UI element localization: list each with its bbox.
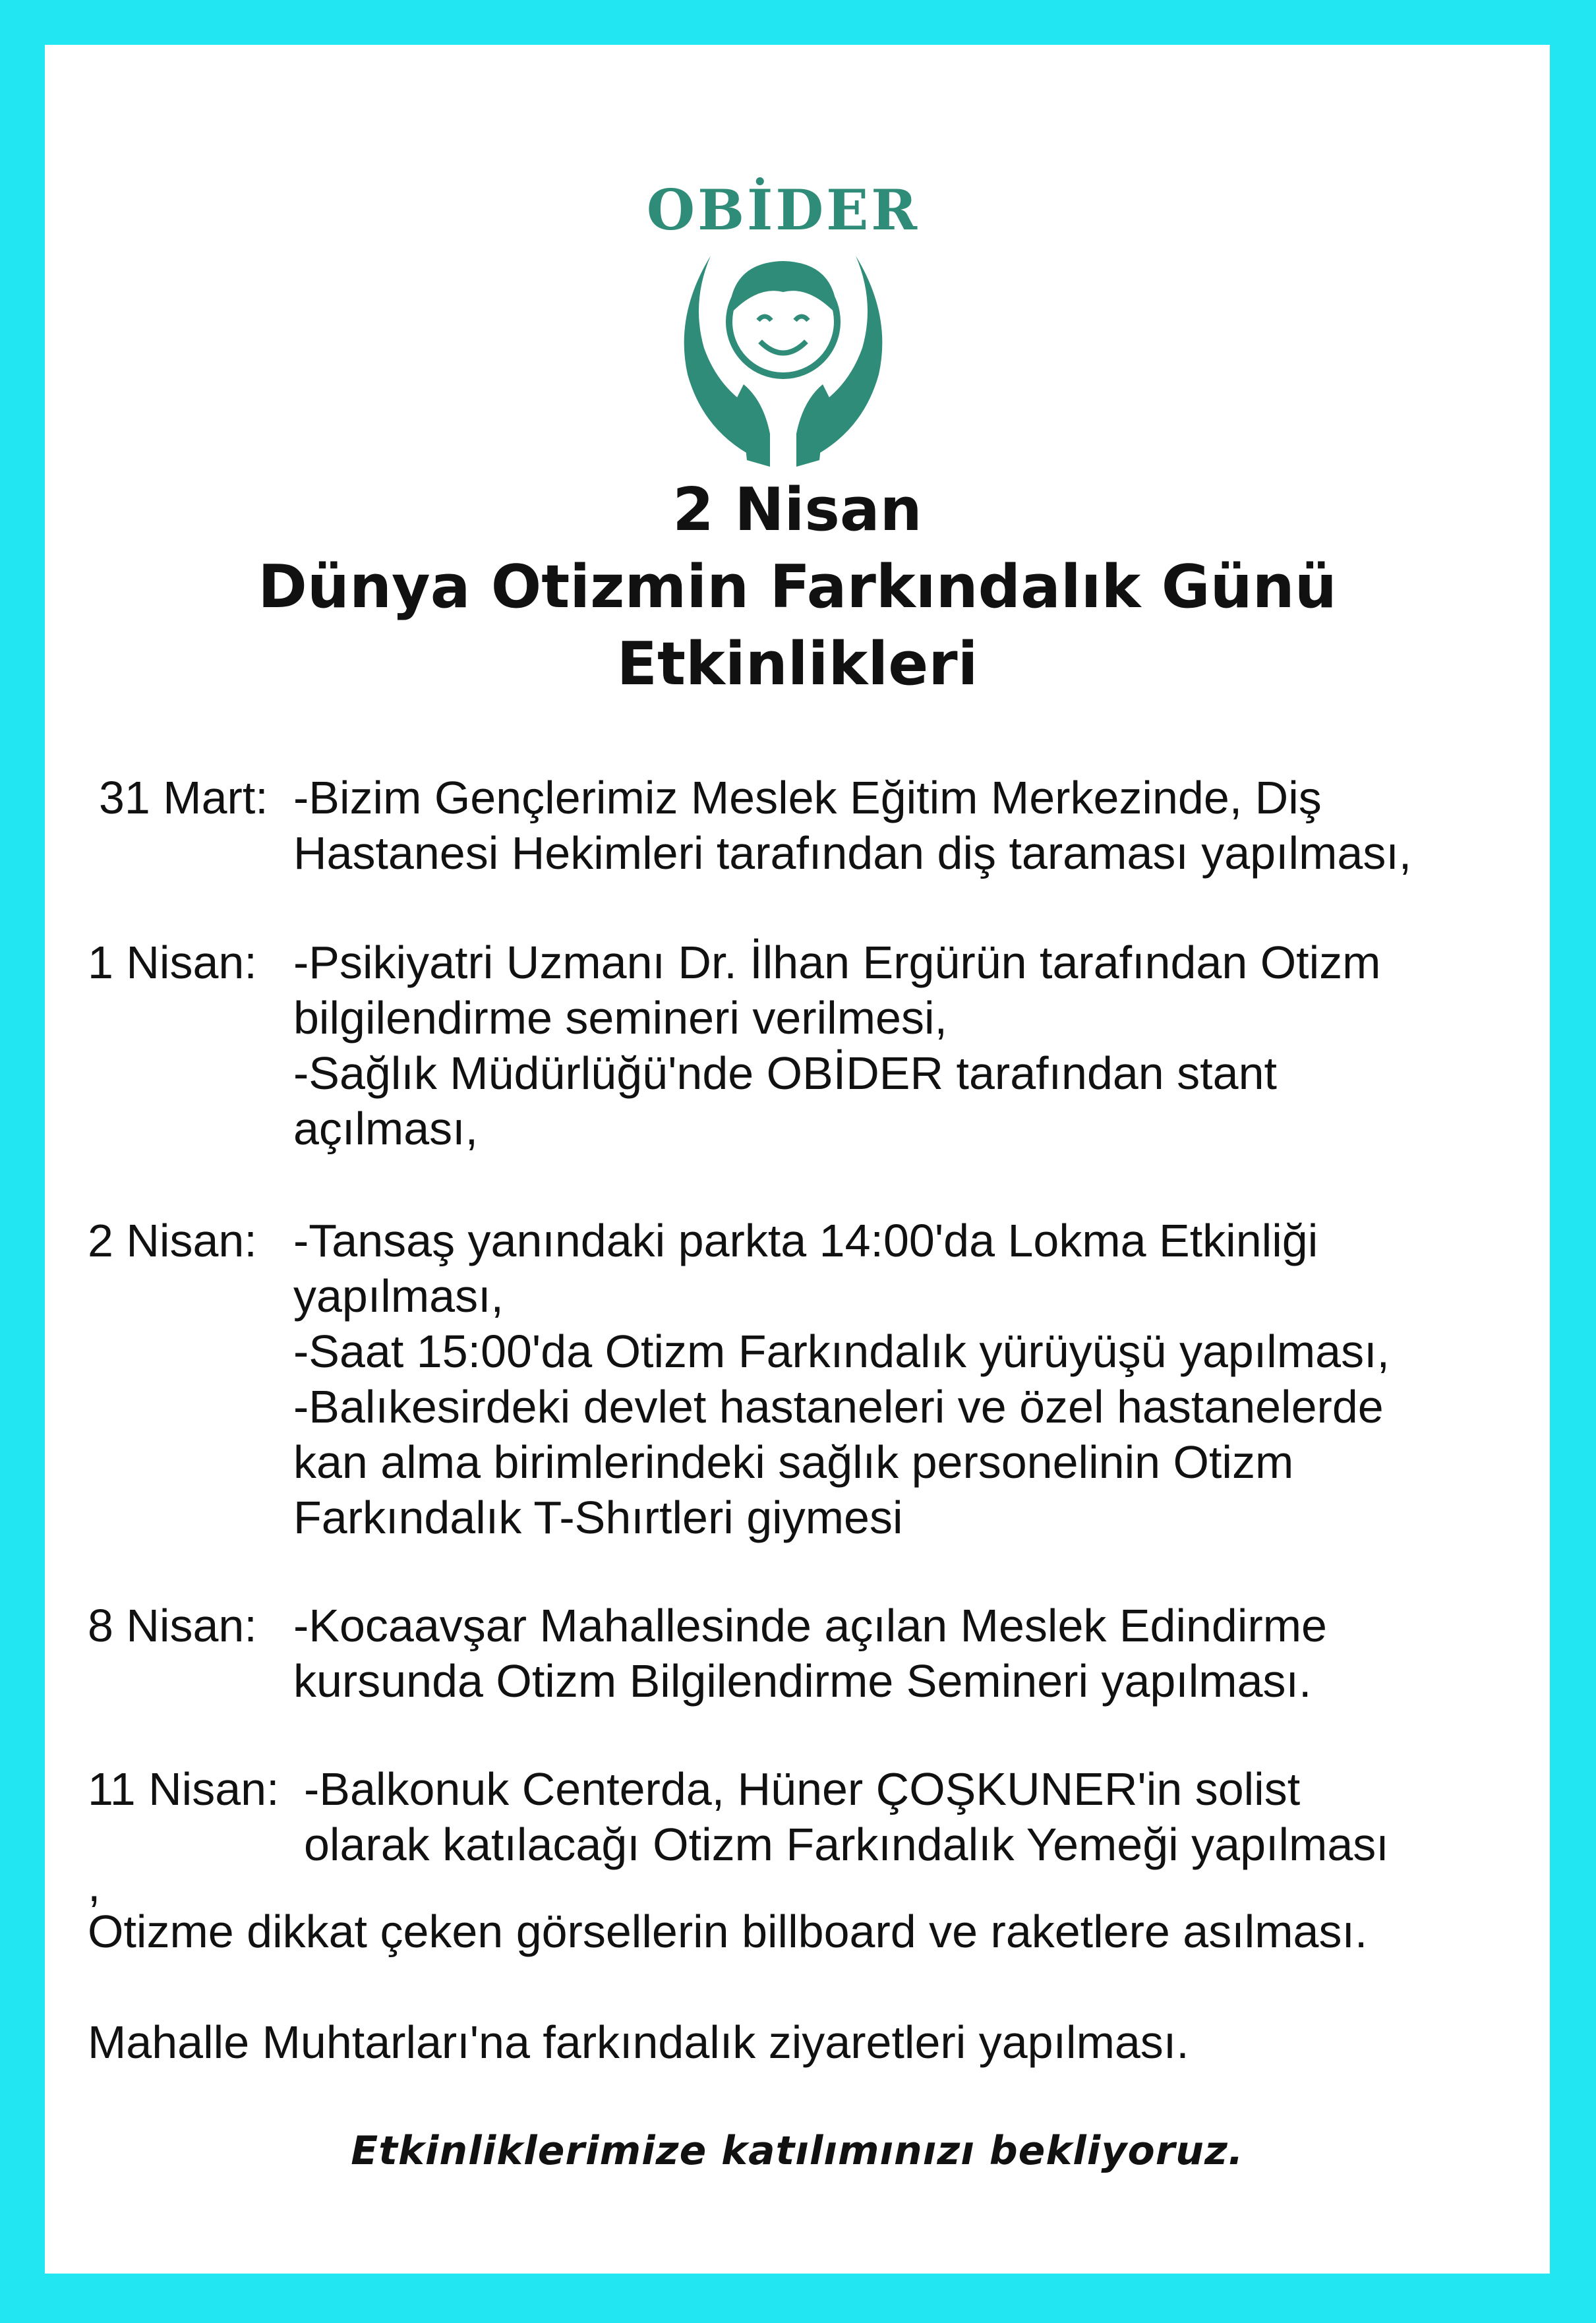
event-date-apr1: 1 Nisan: [88, 937, 257, 988]
billboard-text: Otizme dikkat çeken görsellerin billboard ve raketlere asılması. [88, 1906, 1368, 1957]
event-line: -Psikiyatri Uzmanı Dr. İlhan Ergürün tarafından Otizm [293, 937, 1381, 988]
event-line: -Balkonuk Centerda, Hüner ÇOŞKUNER'in solist [304, 1763, 1301, 1815]
event-line: -Tansaş yanındaki parkta 14:00'da Lokma Etkinliği [293, 1215, 1318, 1266]
event-line: kan alma birimlerindeki sağlık personelinin Otizm [293, 1436, 1294, 1488]
poster [45, 45, 1550, 2274]
event-line: -Bizim Gençlerimiz Meslek Eğitim Merkezinde, Diş [293, 772, 1322, 823]
event-line: bilgilendirme semineri verilmesi, [293, 992, 947, 1044]
event-line: Hastanesi Hekimleri tarafından diş taraması yapılması, [293, 827, 1412, 879]
closing-message: Etkinliklerimize katılımınızı bekliyoruz. [351, 2128, 1244, 2174]
event-line: olarak katılacağı Otizm Farkındalık Yemeği yapılması [304, 1819, 1389, 1870]
event-date-apr2: 2 Nisan: [88, 1215, 257, 1266]
smiling-face-in-hands-icon [612, 150, 955, 480]
event-line: kursunda Otizm Bilgilendirme Semineri yapılması. [293, 1655, 1312, 1707]
event-line: açılması, [293, 1103, 479, 1154]
event-line: -Sağlık Müdürlüğü'nde OBİDER tarafından stant [293, 1047, 1277, 1099]
event-line: Farkındalık T-Shırtleri giymesi [293, 1492, 903, 1543]
logo-text: OBİDER [646, 177, 920, 243]
muhtar-text: Mahalle Muhtarları'na farkındalık ziyaretleri yapılması. [88, 2016, 1189, 2068]
event-line: -Kocaavşar Mahallesinde açılan Meslek Edindirme [293, 1600, 1327, 1651]
event-date-apr8: 8 Nisan: [88, 1600, 257, 1651]
event-line: -Saat 15:00'da Otizm Farkındalık yürüyüşü yapılması, [293, 1326, 1390, 1377]
stray-comma: , [88, 1860, 101, 1911]
event-line: yapılması, [293, 1270, 504, 1322]
event-date-mar31: 31 Mart: [99, 772, 268, 823]
obider-logo [612, 150, 955, 480]
event-date-apr11: 11 Nisan: [88, 1763, 280, 1815]
event-line: -Balıkesirdeki devlet hastaneleri ve özel hastanelerde [293, 1381, 1384, 1432]
title-line-3: Etkinlikleri [616, 630, 978, 699]
title-line-2: Dünya Otizmin Farkındalık Günü [258, 552, 1337, 622]
title-line-1: 2 Nisan [672, 475, 922, 544]
